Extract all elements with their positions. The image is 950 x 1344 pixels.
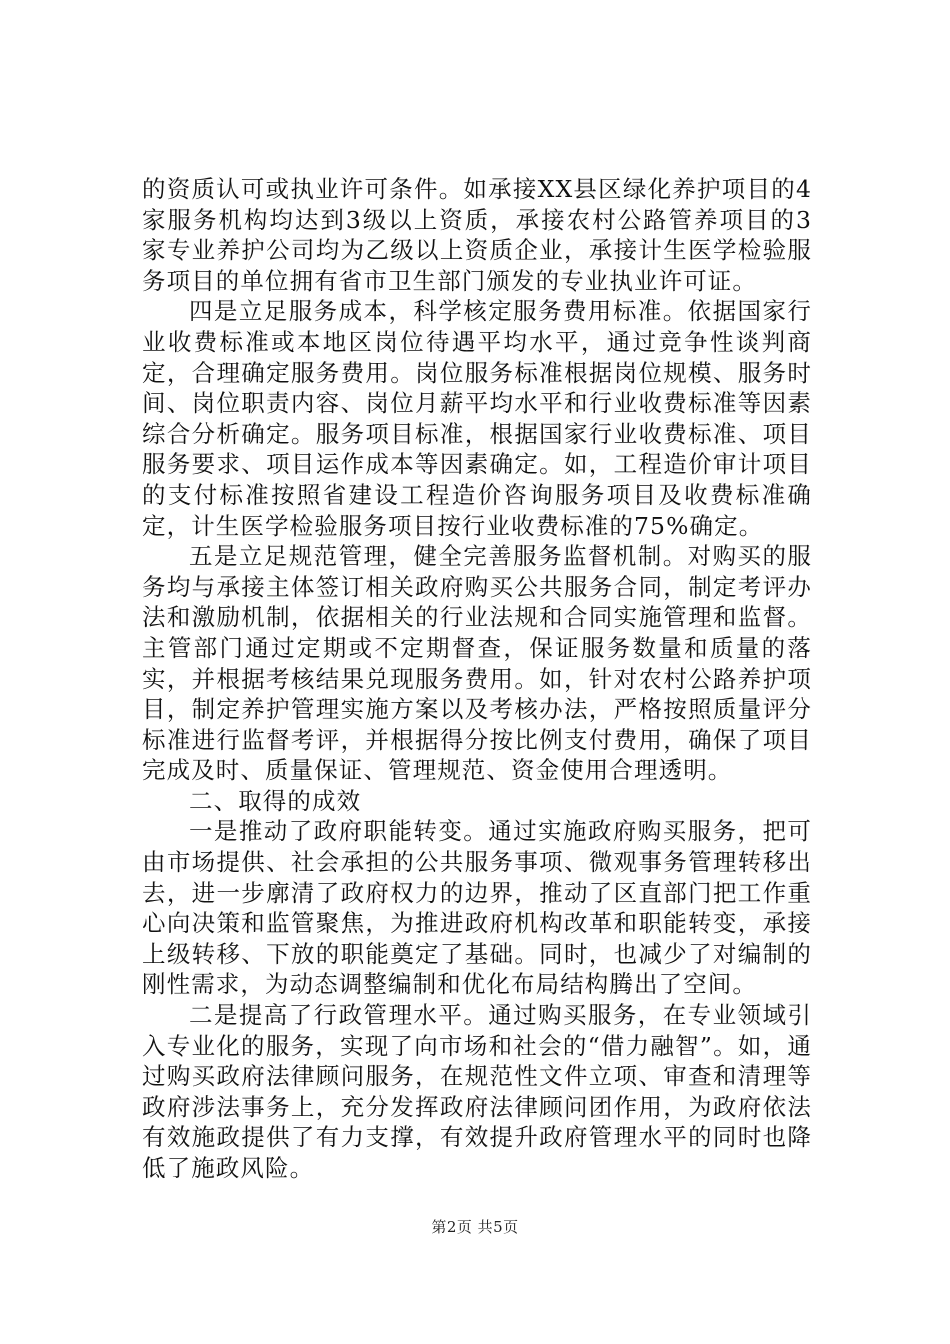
paragraph-qualification-continued: 的资质认可或执业许可条件。如承接XX县区绿化养护项目的4家服务机构均达到3级以上资质，承接农村公路管养项目的3家专业养护公司均为乙级以上资质企业，承接计生医学检验服务项目的单位拥有省市卫生部门颁发的专业执业许可证。 xyxy=(142,175,812,295)
document-body xyxy=(142,174,812,1184)
page-number-footer: 第2页 共5页 xyxy=(431,1218,519,1236)
section-heading-achievements: 二、取得的成效 xyxy=(189,786,362,815)
paragraph-function-transformation: 一是推动了政府职能转变。通过实施政府购买服务，把可由市场提供、社会承担的公共服务事项、微观事务管理转移出去，进一步廓清了政府权力的边界，推动了区直部门把工作重心向决策和监管聚焦，为推进政府机构改革和职能转变，承接上级转移、下放的职能奠定了基础。同时，也减少了对编制的刚性需求，为动态调整编制和优化布局结构腾出了空间。 xyxy=(142,817,812,999)
paragraph-standard-management: 五是立足规范管理，健全完善服务监督机制。对购买的服务均与承接主体签订相关政府购买公共服务合同，制定考评办法和激励机制，依据相关的行业法规和合同实施管理和监督。主管部门通过定期或不定期督查，保证服务数量和质量的落实，并根据考核结果兑现服务费用。如，针对农村公路养护项目，制定养护管理实施方案以及考核办法，严格按照质量评分标准进行监督考评，并根据得分按比例支付费用，确保了项目完成及时、质量保证、管理规范、资金使用合理透明。 xyxy=(142,542,812,785)
paragraph-administrative-level: 二是提高了行政管理水平。通过购买服务，在专业领域引入专业化的服务，实现了向市场和社会的“借力融智”。如，通过购买政府法律顾问服务，在规范性文件立项、审查和清理等政府涉法事务上，充分发挥政府法律顾问团作用，为政府依法有效施政提供了有力支撑，有效提升政府管理水平的同时也降低了施政风险。 xyxy=(142,1001,812,1182)
paragraph-service-cost: 四是立足服务成本，科学核定服务费用标准。依据国家行业收费标准或本地区岗位待遇平均水平，通过竞争性谈判商定，合理确定服务费用。岗位服务标准根据岗位规模、服务时间、岗位职责内容、岗位月薪平均水平和行业收费标准等因素综合分析确定。服务项目标准，根据国家行业收费标准、项目服务要求、项目运作成本等因素确定。如，工程造价审计项目的支付标准按照省建设工程造价咨询服务项目及收费标准确定，计生医学检验服务项目按行业收费标准的75%确定。 xyxy=(142,297,812,540)
